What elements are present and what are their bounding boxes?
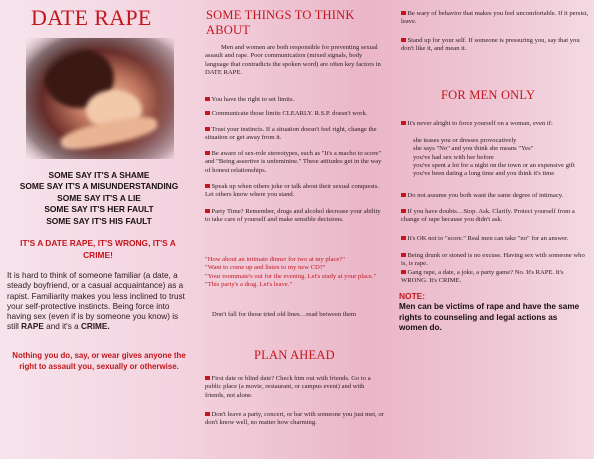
list-item-text: It's OK not to "score." Real men can take "no" for an answer. xyxy=(407,235,569,242)
familiarity-paragraph xyxy=(7,271,191,333)
list-item xyxy=(401,120,591,128)
list-item xyxy=(401,208,591,225)
list-item-text: You have the right to set limits. xyxy=(211,96,295,103)
date-rape-statement: IT'S A DATE RAPE, IT'S WRONG, IT'S A CRIME! xyxy=(20,238,176,260)
tried-lines-caption: Don't fall for those tried old lines…read between them xyxy=(212,311,357,318)
list-item xyxy=(205,208,385,225)
plan-ahead-heading: PLAN AHEAD xyxy=(254,348,335,362)
red-square-bullet-icon xyxy=(205,97,210,102)
things-to-think-heading: SOME THINGS TO THINK ABOUT xyxy=(206,8,355,37)
panel-right xyxy=(393,0,592,459)
quote-line: "How about an intimate dinner for two at my place?" xyxy=(205,256,345,263)
list-item-text: Stand up for your self. If someone is pressuring you, say that you don't like it, and mean it. xyxy=(401,37,580,53)
list-item-text: If you have doubts…Stop. Ask. Clarify. Protect yourself from a change of rape because you didn't ask. xyxy=(401,208,575,224)
even-if-item: she teases you or dresses provocatively xyxy=(413,137,517,144)
list-item-text: It's never alright to force yourself on a woman, even if: xyxy=(407,120,553,127)
red-square-bullet-icon xyxy=(401,270,406,275)
red-square-bullet-icon xyxy=(401,11,406,16)
list-item-text: Communicate those limits CLEARLY. R.S.P. doesn't work. xyxy=(211,110,368,117)
panel-middle xyxy=(198,0,388,459)
red-square-bullet-icon xyxy=(401,193,406,198)
note-heading: NOTE: xyxy=(399,291,426,301)
some-say-line: SOME SAY IT'S A SHAME xyxy=(48,170,150,180)
red-square-bullet-icon xyxy=(205,376,210,381)
list-item-text: Be aware of sex-role stereotypes, such as "It's a macho to score" and "Being assertive is unfeminine." These attitudes get in the way of honest relationships. xyxy=(205,150,382,174)
tried-lines-quotes xyxy=(205,256,385,289)
list-item-text: Speak up when others joke or talk about their sexual conquests. Let others know where you stand. xyxy=(205,183,380,199)
list-item-text: Be wary of behavior that makes you feel uncomfortable. If it persist, leave. xyxy=(401,10,589,26)
for-men-only-heading: FOR MEN ONLY xyxy=(441,88,536,102)
some-say-list xyxy=(10,170,188,227)
list-item xyxy=(205,183,385,200)
list-item xyxy=(401,10,591,27)
list-item xyxy=(401,235,591,243)
list-item xyxy=(401,37,591,54)
list-item xyxy=(205,126,385,143)
red-square-bullet-icon xyxy=(401,236,406,241)
list-item xyxy=(205,411,385,428)
even-if-item: you've been dating a long time and you think it's time xyxy=(413,170,555,178)
nothing-you-do-statement: Nothing you do, say, or wear gives anyone the right to assault you, sexually or otherwise. xyxy=(12,351,186,371)
some-say-line: SOME SAY IT'S HIS FAULT xyxy=(46,215,152,226)
list-item xyxy=(401,252,591,269)
even-if-list xyxy=(413,137,589,178)
list-item-text: Do not assume you both want the same degree of intimacy. xyxy=(407,192,564,199)
red-square-bullet-icon xyxy=(401,209,406,214)
red-square-bullet-icon xyxy=(401,38,406,43)
couple-photo xyxy=(26,38,174,159)
list-item-text: Being drunk or stoned is no excuse. Having sex with someone who is, is rape. xyxy=(401,252,585,268)
even-if-item: you've had sex with her before xyxy=(413,153,494,161)
paragraph-bold-crime: CRIME. xyxy=(80,322,110,332)
quote-line: "Want to come up and listen to my new CD?" xyxy=(205,264,326,272)
red-square-bullet-icon xyxy=(401,253,406,258)
paragraph-text: It is hard to think of someone familiar (a date, a steady boyfriend, or a casual acquaintance) as a rapist. Familiarity makes you less inclined to trust your self-protective instincts. Being force into having sex (even if is by someone you know) is still xyxy=(7,271,185,332)
page-title: DATE RAPE xyxy=(31,5,152,30)
list-item-text: First date or blind date? Check him out with friends. Go to a public place (a movie, restaurant, or campus event) and with friends, not alone. xyxy=(205,375,371,399)
list-item-text: Don't leave a party, concert, or bar with someone you just met, or don't know well, no matter how charming. xyxy=(205,411,384,427)
list-item-text: Gang rape, a date, a joke, a party game? No. It's RAPE. It's WRONG. It's CRIME. xyxy=(401,269,564,285)
list-item xyxy=(401,269,591,286)
quote-line: "Your roommate's out for the evening. Let's study at your place." xyxy=(205,272,377,280)
red-square-bullet-icon xyxy=(205,111,210,116)
list-item xyxy=(205,375,385,400)
some-say-line: SOME SAY IT'S A MISUNDERSTANDING xyxy=(19,181,179,192)
intro-paragraph: Men and women are both responsible for preventing sexual assault and rape. Poor communication (mixed signals, body language that contradicts the spoken word) are often key factors in DATE RAPE. xyxy=(205,44,381,76)
list-item xyxy=(401,192,591,200)
red-square-bullet-icon xyxy=(205,127,210,132)
panel-left xyxy=(0,0,194,459)
list-item-text: Party Time? Remember, drugs and alcohol decrease your ability to take care of yourself and make sensible decisions. xyxy=(205,208,381,224)
paragraph-bold-rape: RAPE xyxy=(21,322,44,332)
even-if-item: she says "No" and you think she means "Yes" xyxy=(413,145,534,153)
list-item xyxy=(205,96,385,104)
red-square-bullet-icon xyxy=(205,184,210,189)
paragraph-mid: and it's a xyxy=(46,322,79,332)
even-if-item: you've spent a lot for a night on the town or an expensive gift xyxy=(413,161,575,169)
red-square-bullet-icon xyxy=(205,209,210,214)
list-item xyxy=(205,150,385,175)
red-square-bullet-icon xyxy=(401,121,406,126)
red-square-bullet-icon xyxy=(205,412,210,417)
some-say-line: SOME SAY IT'S A LIE xyxy=(57,192,141,203)
list-item-text: Trust your instincts. If a situation doesn't feel right, change the situation or get away from it. xyxy=(205,126,377,142)
some-say-line: SOME SAY IT'S HER FAULT xyxy=(44,204,154,215)
red-square-bullet-icon xyxy=(205,151,210,156)
note-body: Men can be victims of rape and have the same rights to counseling and legal actions as women do. xyxy=(399,302,580,332)
list-item xyxy=(205,110,385,118)
quote-line: "This party's a drag. Let's leave." xyxy=(205,280,293,288)
